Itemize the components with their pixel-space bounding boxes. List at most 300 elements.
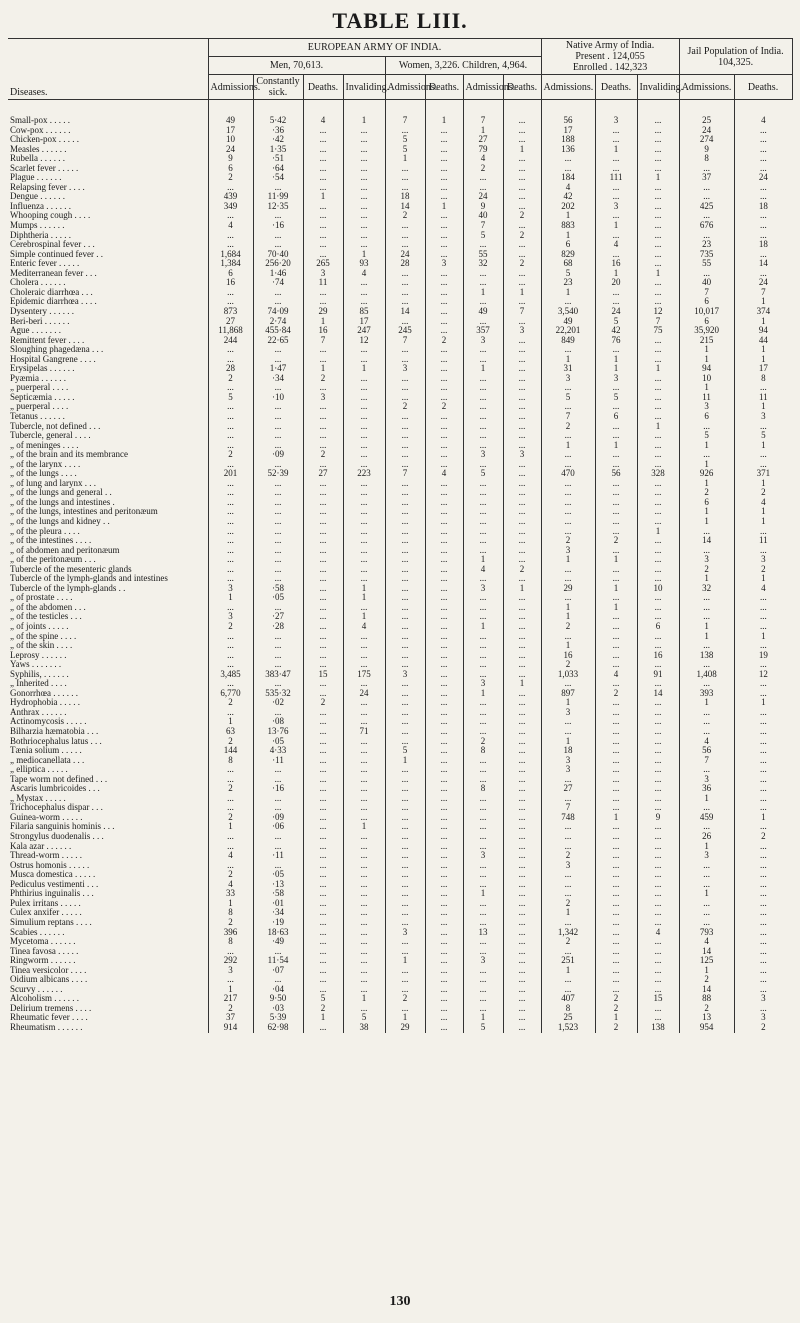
table-cell: 247 — [343, 326, 385, 336]
col-header: Deaths. — [503, 75, 541, 100]
table-cell: 6 — [679, 316, 734, 326]
table-cell: ... — [425, 908, 463, 918]
disease-name: „ elliptica . . . . . — [10, 765, 68, 775]
table-row — [8, 794, 792, 804]
table-cell: ... — [679, 183, 734, 193]
disease-name: Delirium tremens . . . . — [10, 1003, 92, 1013]
table-cell: ... — [385, 803, 425, 813]
table-cell: ... — [425, 1013, 463, 1023]
table-cell: ... — [595, 507, 637, 517]
table-cell: ... — [595, 737, 637, 747]
table-cell: ... — [734, 937, 792, 947]
table-cell: 292 — [208, 956, 253, 966]
table-cell: ... — [637, 259, 679, 269]
table-cell: 251 — [541, 956, 595, 966]
table-cell: 2 — [541, 422, 595, 432]
table-cell: ... — [303, 775, 343, 785]
table-cell: ·04 — [253, 985, 303, 995]
table-cell: ... — [303, 861, 343, 871]
table-cell: ... — [303, 441, 343, 451]
disease-name: Cow-pox . . . . . . — [10, 125, 71, 135]
table-cell: ... — [425, 889, 463, 899]
table-title: TABLE LIII. — [332, 8, 468, 33]
table-cell: ... — [503, 1013, 541, 1023]
table-cell: ... — [503, 173, 541, 183]
table-cell: ... — [463, 536, 503, 546]
table-cell: 6,770 — [208, 689, 253, 699]
table-cell: ... — [253, 565, 303, 575]
diseases-header: Diseases. — [8, 39, 208, 100]
table-cell: 8 — [208, 908, 253, 918]
table-cell: ... — [503, 966, 541, 976]
table-cell: 138 — [679, 651, 734, 661]
table-row — [8, 326, 792, 336]
table-cell: ... — [385, 231, 425, 241]
table-cell: ... — [679, 612, 734, 622]
table-row — [8, 126, 792, 136]
table-cell: ·11 — [253, 756, 303, 766]
table-cell: ... — [425, 278, 463, 288]
table-cell: 1 — [503, 145, 541, 155]
table-cell: ... — [303, 145, 343, 155]
table-cell: ... — [679, 231, 734, 241]
table-cell: ... — [303, 402, 343, 412]
table-cell: 3 — [425, 259, 463, 269]
table-cell: 1 — [208, 717, 253, 727]
table-cell: ... — [253, 632, 303, 642]
table-cell: 24 — [679, 126, 734, 136]
table-cell: 16 — [541, 651, 595, 661]
table-cell: ... — [253, 297, 303, 307]
disease-name: Actinomycosis . . . . . — [10, 717, 87, 727]
table-cell: ... — [343, 784, 385, 794]
table-cell: ... — [425, 345, 463, 355]
table-cell: ... — [425, 593, 463, 603]
table-cell: ... — [637, 794, 679, 804]
table-cell: 7 — [385, 469, 425, 479]
table-cell: ... — [595, 937, 637, 947]
table-cell: ·64 — [253, 164, 303, 174]
table-cell: 4 — [463, 154, 503, 164]
table-cell: 24 — [208, 145, 253, 155]
table-cell: ... — [734, 746, 792, 756]
table-cell: ... — [463, 297, 503, 307]
table-cell: ... — [637, 756, 679, 766]
table-cell: 873 — [208, 307, 253, 317]
table-row — [8, 479, 792, 489]
table-cell: ... — [463, 717, 503, 727]
table-cell: ... — [637, 183, 679, 193]
table-cell: ... — [503, 842, 541, 852]
table-cell: ... — [303, 966, 343, 976]
table-cell: 1 — [303, 316, 343, 326]
table-cell: 1 — [595, 813, 637, 823]
table-cell: 245 — [385, 326, 425, 336]
table-cell: ... — [463, 355, 503, 365]
table-cell: 3 — [463, 679, 503, 689]
table-cell: ... — [541, 593, 595, 603]
table-cell: ... — [303, 431, 343, 441]
table-cell: ... — [253, 402, 303, 412]
table-cell: ... — [343, 154, 385, 164]
table-cell: ... — [343, 479, 385, 489]
table-cell: 22,201 — [541, 326, 595, 336]
table-cell: 1 — [541, 698, 595, 708]
table-cell: ... — [343, 737, 385, 747]
table-cell: 3 — [679, 555, 734, 565]
table-cell: 1 — [679, 517, 734, 527]
table-cell: 5 — [343, 1013, 385, 1023]
table-cell: ... — [541, 450, 595, 460]
table-cell: ... — [595, 775, 637, 785]
disease-name: Tubercle of the mesenteric glands — [10, 564, 132, 574]
table-cell: 17 — [734, 364, 792, 374]
table-row — [8, 956, 792, 966]
disease-name: Epidemic diarrhœa . . . . — [10, 297, 97, 307]
table-cell: ... — [425, 431, 463, 441]
table-cell: ... — [253, 603, 303, 613]
table-row — [8, 966, 792, 976]
table-cell: ... — [343, 164, 385, 174]
table-cell: ... — [303, 135, 343, 145]
table-cell: ... — [425, 211, 463, 221]
table-cell: ... — [463, 612, 503, 622]
table-row — [8, 641, 792, 651]
table-cell: 5 — [208, 393, 253, 403]
table-cell: 1 — [425, 202, 463, 212]
table-cell: 2 — [208, 173, 253, 183]
table-cell: ·34 — [253, 908, 303, 918]
table-cell: ... — [463, 393, 503, 403]
table-cell: ... — [734, 708, 792, 718]
table-cell: 2 — [303, 698, 343, 708]
table-cell: 2 — [385, 994, 425, 1004]
table-cell: ... — [303, 527, 343, 537]
table-cell: ... — [303, 822, 343, 832]
table-cell: 9 — [679, 145, 734, 155]
table-cell: ... — [303, 784, 343, 794]
table-cell: ... — [503, 947, 541, 957]
table-cell: 1 — [463, 555, 503, 565]
table-cell: ... — [595, 918, 637, 928]
table-cell: ... — [425, 832, 463, 842]
table-cell: 459 — [679, 813, 734, 823]
table-cell: 12·35 — [253, 202, 303, 212]
table-cell: ... — [503, 880, 541, 890]
table-cell: 7 — [303, 336, 343, 346]
table-cell: 2 — [303, 374, 343, 384]
table-cell: ... — [385, 517, 425, 527]
table-cell: ... — [385, 612, 425, 622]
table-cell: 4 — [595, 240, 637, 250]
table-cell: ... — [503, 316, 541, 326]
disease-name: Tubercle, not defined . . . — [10, 421, 101, 431]
table-cell: ... — [385, 717, 425, 727]
table-cell: ... — [503, 345, 541, 355]
table-cell: ... — [425, 574, 463, 584]
table-cell: 2 — [595, 689, 637, 699]
table-cell: ... — [503, 727, 541, 737]
table-cell: 1 — [734, 574, 792, 584]
table-cell: 3 — [208, 966, 253, 976]
table-cell: ... — [637, 612, 679, 622]
table-row — [8, 374, 792, 384]
table-cell: ... — [463, 765, 503, 775]
table-cell: ... — [385, 765, 425, 775]
table-cell: 27 — [208, 316, 253, 326]
table-cell: 5 — [734, 431, 792, 441]
table-cell: 2 — [541, 660, 595, 670]
table-cell: ... — [679, 450, 734, 460]
disease-name: „ of the brain and its membrance — [10, 450, 128, 460]
table-cell: 1 — [734, 507, 792, 517]
table-cell: ... — [595, 574, 637, 584]
table-cell: ... — [385, 297, 425, 307]
table-cell: ... — [734, 908, 792, 918]
table-cell: ... — [425, 145, 463, 155]
table-cell: ... — [303, 813, 343, 823]
table-cell: ... — [503, 498, 541, 508]
table-cell: ... — [637, 460, 679, 470]
table-cell: ... — [303, 355, 343, 365]
table-row — [8, 307, 792, 317]
table-cell: ... — [734, 192, 792, 202]
table-cell: 829 — [541, 250, 595, 260]
table-cell: ... — [463, 994, 503, 1004]
table-cell: ... — [463, 402, 503, 412]
table-cell: 5 — [385, 145, 425, 155]
table-cell: 2 — [679, 975, 734, 985]
disease-name: Dengue . . . . . . — [10, 192, 65, 202]
table-cell: 2 — [503, 211, 541, 221]
table-cell: 26 — [679, 832, 734, 842]
table-cell: 4 — [637, 927, 679, 937]
table-cell: ... — [253, 842, 303, 852]
table-cell: 4 — [343, 622, 385, 632]
table-cell: ... — [595, 612, 637, 622]
table-cell: ... — [425, 603, 463, 613]
table-cell: ... — [303, 183, 343, 193]
table-cell: 425 — [679, 202, 734, 212]
table-row — [8, 1023, 792, 1033]
table-cell: ... — [503, 402, 541, 412]
table-cell: ... — [343, 651, 385, 661]
disease-name: „ of meninges . . . . — [10, 440, 79, 450]
table-cell: ... — [208, 211, 253, 221]
disease-name: „ Mystax . . . . . — [10, 793, 66, 803]
table-cell: 202 — [541, 202, 595, 212]
table-cell: ... — [385, 555, 425, 565]
table-cell: ... — [343, 488, 385, 498]
table-cell: ... — [541, 870, 595, 880]
table-cell: ... — [425, 851, 463, 861]
table-cell: ... — [385, 975, 425, 985]
table-row — [8, 355, 792, 365]
table-cell: ... — [637, 908, 679, 918]
table-cell: ... — [637, 851, 679, 861]
table-cell: 23 — [541, 278, 595, 288]
table-cell: 15 — [303, 670, 343, 680]
table-cell: ... — [637, 679, 679, 689]
table-cell: 1 — [595, 364, 637, 374]
table-cell: 3 — [463, 584, 503, 594]
table-cell: 8 — [463, 784, 503, 794]
table-row — [8, 507, 792, 517]
table-cell: ... — [734, 422, 792, 432]
table-cell: ... — [503, 689, 541, 699]
table-row — [8, 784, 792, 794]
table-cell: ... — [463, 918, 503, 928]
table-cell: ... — [541, 727, 595, 737]
table-cell: ... — [541, 565, 595, 575]
table-cell: ... — [425, 546, 463, 556]
table-cell: ... — [637, 889, 679, 899]
table-cell: 24 — [595, 307, 637, 317]
table-cell: 91 — [637, 670, 679, 680]
table-row — [8, 145, 792, 155]
table-cell: ... — [343, 698, 385, 708]
table-cell: 5 — [541, 393, 595, 403]
table-cell: ... — [541, 842, 595, 852]
table-cell: ·08 — [253, 717, 303, 727]
table-cell: ... — [425, 698, 463, 708]
col-header: Admissions. — [208, 75, 253, 100]
disease-name: „ mediocanellata . . . — [10, 755, 85, 765]
table-cell: ... — [637, 393, 679, 403]
table-cell: ... — [595, 288, 637, 298]
table-cell: ... — [503, 527, 541, 537]
table-cell: ... — [303, 651, 343, 661]
table-cell: ... — [208, 775, 253, 785]
table-cell: ... — [637, 822, 679, 832]
table-cell: 1 — [425, 100, 463, 126]
table-cell: ... — [385, 507, 425, 517]
table-cell: ... — [253, 574, 303, 584]
table-cell: ... — [253, 527, 303, 537]
table-cell: ... — [303, 603, 343, 613]
table-row — [8, 278, 792, 288]
table-cell: 1 — [734, 813, 792, 823]
table-cell: ... — [385, 698, 425, 708]
table-cell: ... — [503, 603, 541, 613]
table-cell: ... — [503, 517, 541, 527]
table-cell: 2 — [463, 737, 503, 747]
table-row — [8, 316, 792, 326]
table-cell: ·11 — [253, 851, 303, 861]
table-cell: ... — [463, 794, 503, 804]
table-cell: ... — [734, 947, 792, 957]
table-cell: ·06 — [253, 822, 303, 832]
table-cell: 201 — [208, 469, 253, 479]
table-cell: 55 — [463, 250, 503, 260]
table-cell: 3 — [595, 202, 637, 212]
table-row — [8, 670, 792, 680]
table-cell: ... — [595, 517, 637, 527]
table-cell: ... — [385, 316, 425, 326]
disease-name: „ puerperal . . . . — [10, 383, 69, 393]
table-cell: ... — [463, 374, 503, 384]
table-cell: ... — [503, 192, 541, 202]
table-cell: ... — [385, 832, 425, 842]
table-cell: 7 — [385, 336, 425, 346]
table-cell: ... — [303, 422, 343, 432]
table-cell: ... — [595, 527, 637, 537]
table-cell: ... — [385, 679, 425, 689]
table-cell: ... — [734, 794, 792, 804]
table-cell: ... — [503, 765, 541, 775]
table-cell: ... — [253, 441, 303, 451]
table-cell: ... — [385, 422, 425, 432]
table-cell: ... — [425, 737, 463, 747]
table-cell: ... — [503, 154, 541, 164]
table-cell: ... — [637, 164, 679, 174]
table-cell: ... — [343, 422, 385, 432]
table-cell: ... — [343, 880, 385, 890]
table-cell: ... — [343, 431, 385, 441]
table-cell: ... — [503, 889, 541, 899]
table-cell: ... — [208, 527, 253, 537]
table-cell: 3 — [679, 851, 734, 861]
disease-name: „ of the pleura . . . . — [10, 526, 80, 536]
table-cell: ... — [503, 297, 541, 307]
table-cell: 1 — [343, 593, 385, 603]
table-cell: ... — [637, 374, 679, 384]
table-cell: ... — [503, 851, 541, 861]
table-cell: 470 — [541, 469, 595, 479]
table-cell: 2 — [595, 536, 637, 546]
table-row — [8, 1004, 792, 1014]
table-cell: ... — [343, 1004, 385, 1014]
table-cell: 7 — [385, 100, 425, 126]
table-cell: 52·39 — [253, 469, 303, 479]
table-cell: ... — [637, 574, 679, 584]
table-cell: ... — [503, 956, 541, 966]
table-cell: ... — [541, 154, 595, 164]
table-cell: ... — [679, 164, 734, 174]
table-cell: ... — [253, 240, 303, 250]
table-cell: 1 — [385, 1013, 425, 1023]
table-cell: ... — [425, 374, 463, 384]
table-cell: ... — [734, 842, 792, 852]
table-cell: ... — [503, 412, 541, 422]
table-cell: ... — [343, 126, 385, 136]
table-cell: ... — [385, 269, 425, 279]
table-cell: 7 — [503, 307, 541, 317]
disease-name: Scarlet fever . . . . . — [10, 163, 79, 173]
table-cell: 1 — [734, 479, 792, 489]
table-cell: ... — [253, 431, 303, 441]
table-cell: ... — [208, 288, 253, 298]
table-cell: ... — [734, 975, 792, 985]
table-cell: ... — [503, 374, 541, 384]
table-cell: ... — [503, 383, 541, 393]
table-cell: ... — [343, 956, 385, 966]
table-row — [8, 603, 792, 613]
disease-name: Kala azar . . . . . . — [10, 841, 72, 851]
table-cell: ... — [595, 192, 637, 202]
table-cell: ... — [385, 775, 425, 785]
table-cell: ... — [303, 250, 343, 260]
table-cell: 31 — [541, 364, 595, 374]
table-row — [8, 173, 792, 183]
table-cell: ... — [208, 231, 253, 241]
table-cell: 8 — [208, 756, 253, 766]
table-cell: 1,523 — [541, 1023, 595, 1033]
table-cell: 2 — [208, 450, 253, 460]
table-row — [8, 412, 792, 422]
table-cell: ... — [253, 460, 303, 470]
table-cell: ... — [303, 746, 343, 756]
